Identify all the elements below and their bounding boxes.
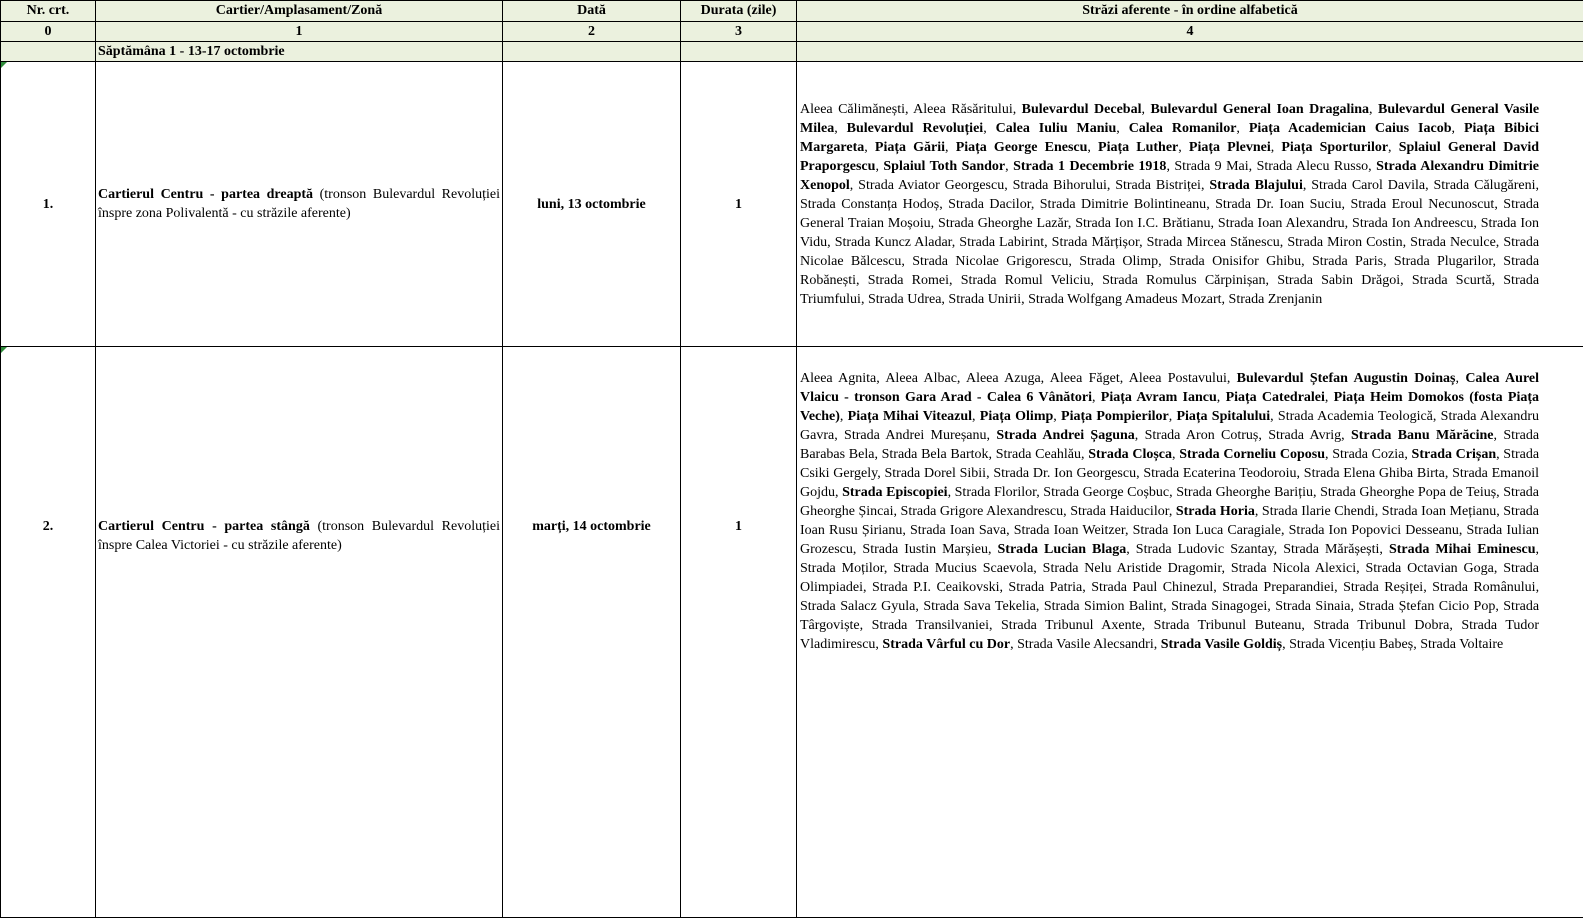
street-name: Strada George Coșbuc <box>1043 485 1169 500</box>
street-name: Strada Alexandru Gavra <box>800 409 1539 443</box>
street-name: Strada Ceahlău <box>996 447 1081 462</box>
street-name: Strada Iulian Grozescu <box>800 523 1539 557</box>
street-name: Piața Plevnei <box>1189 140 1271 155</box>
col-header-durata: Durata (zile) <box>681 1 797 22</box>
street-name: Strada Zrenjanin <box>1229 292 1323 307</box>
street-name: Piața Avram Iancu <box>1101 390 1217 405</box>
street-name: Strada Romei <box>868 273 949 288</box>
street-name: Strada Horia <box>1176 504 1255 519</box>
street-name: Strada Blajului <box>1209 178 1303 193</box>
street-name: Strada Târgoviște <box>800 599 1539 633</box>
street-name: Piața Catedralei <box>1226 390 1325 405</box>
street-name: Strada Nicolae Grigorescu <box>912 254 1068 269</box>
street-name: Strada Carol Davila <box>1311 178 1425 193</box>
street-name: Strada Vasile Goldiș <box>1161 637 1282 652</box>
comment-marker-icon <box>1 347 7 353</box>
comment-marker-icon <box>1 62 7 68</box>
street-name: Strada Alecu Russo <box>1257 159 1369 174</box>
index-cell: 3 <box>681 22 797 42</box>
street-name: Strada Ioan Weitzer <box>1014 523 1125 538</box>
street-name: Bulevardul Decebal <box>1022 102 1142 117</box>
col-header-cartier: Cartier/Amplasament/Zonă <box>96 1 503 22</box>
street-name: Strada Gheorghe Barițiu <box>1176 485 1313 500</box>
street-name: Strada Gheorghe Popa de Teiuș <box>1320 485 1496 500</box>
street-name: Strada Andrei Șaguna <box>996 428 1134 443</box>
street-name: Strada Simion Balint <box>1044 599 1163 614</box>
street-name: Strada Alexandru Dimitrie Xenopol <box>800 159 1539 193</box>
streets-cell: Aleea Agnita, Aleea Albac, Aleea Azuga, Aleea Făget, Aleea Postavului, Bulevardul Ștefan Augustin Doinaș, Calea Aurel Vlaicu - tronson Gara Arad - Calea 6 Vânători, Piața Avram Iancu, Piața Catedralei, Piața Heim Domokos (fosta Piața Veche), Piața Mihai Viteazul, Piața Olimp, Piața Pompierilor, Piața Spitalului, Strada Academia Teologică, Strada Alexandru Gavra, Strada Andrei Mureșanu, Strada Andrei Șaguna, Strada Aron Cotruș, Strada Avrig, Strada Banu Mărăcine, Strada Barabas Bela, Strada Bela Bartok, Strada Ceahlău, Strada Cloșca, Strada Corneliu Coposu, Strada Cozia, Strada Crișan, Strada Csiki Gergely, Strada Dorel Sibii, Strada Dr. Ion Georgescu, Strada Ecaterina Teodoroiu, Strada Elena Ghiba Birta, Strada Emanoil Gojdu, Strada Episcopiei, Strada Florilor, Strada George Coșbuc, Strada Gheorghe Barițiu, Strada Gheorghe Popa de Teiuș, Strada Gheorghe Șincai, Strada Grigore Alexandrescu, Strada Haiducilor, Strada Horia, Strada Ilarie Chendi, Strada Ioan Mețianu, Strada Ioan Rusu Șirianu, Strada Ioan Sava, Strada Ioan Weitzer, Strada Ion Luca Caragiale, Strada Ion Popovici Desseanu, Strada Iulian Grozescu, Strada Iustin Marșieu, Strada Lucian Blaga, Strada Ludovic Szantay, Strada Mărășești, Strada Mihai Eminescu, Strada Moților, Strada Mucius Scaevola, Strada Nelu Aristide Dragomir, Strada Nicola Alexici, Strada Octavian Goga, Strada Olimpiadei, Strada P.I. Ceaikovski, Strada Patria, Strada Paul Chinezul, Strada Preparandiei, Strada Reșiței, Strada Românului, Strada Salacz Gyula, Strada Sava Tekelia, Strada Simion Balint, Strada Sinagogei, Strada Sinaia, Strada Ștefan Cicio Pop, Strada Târgoviște, Strada Transilvaniei, Strada Tribunul Axente, Strada Tribunul Buteanu, Strada Tribunul Dobra, Strada Tudor Vladimirescu, Strada Vârful cu Dor, Strada Vasile Alecsandri, Strada Vasile Goldiș, Strada Vicențiu Babeș, Strada Voltaire <box>797 347 1583 918</box>
street-name: Strada Wolfgang Amadeus Mozart <box>1028 292 1221 307</box>
street-name: Strada Vasile Alecsandri <box>1017 637 1154 652</box>
street-name: Strada General Traian Moșoiu <box>800 197 1539 231</box>
street-name: Strada Octavian Goga <box>1365 561 1493 576</box>
street-name: Strada Academia Teologică <box>1278 409 1433 424</box>
street-name: Strada Bihorului <box>1013 178 1107 193</box>
street-name: Calea Romanilor <box>1129 121 1237 136</box>
street-name: Strada Sinaia <box>1275 599 1350 614</box>
street-name: Piața Academician Caius Iacob <box>1249 121 1452 136</box>
street-name: Strada Românului <box>1432 580 1535 595</box>
street-name: Bulevardul General Vasile Milea <box>800 102 1539 136</box>
street-name: Strada Sinagogei <box>1171 599 1267 614</box>
header-row <box>1 1 1583 22</box>
street-name: Strada Tribunul Axente <box>1001 618 1142 633</box>
street-name: Strada Ecaterina Teodoroiu <box>1143 466 1296 481</box>
street-name: Strada Mărțișor <box>1052 235 1139 250</box>
index-row <box>1 22 1583 42</box>
street-name: Strada Andrei Mureșanu <box>844 428 987 443</box>
street-name: Strada Banu Mărăcine <box>1351 428 1494 443</box>
week-empty-cell <box>503 42 681 62</box>
street-name: Strada Ioan Mețianu <box>1382 504 1496 519</box>
street-name: Strada Transilvaniei <box>872 618 989 633</box>
street-name: Aleea Albac <box>885 371 957 386</box>
street-name: Strada Triumfului <box>800 273 1539 307</box>
row-number-cell <box>1 347 96 918</box>
street-name: Strada Mărășești <box>1283 542 1379 557</box>
week-row <box>1 42 1583 62</box>
street-name: Strada Romul Veliciu <box>961 273 1091 288</box>
street-name: Strada Ion Vidu <box>800 216 1539 250</box>
street-name: Strada Preparandiei <box>1222 580 1334 595</box>
street-name: Calea Iuliu Maniu <box>996 121 1117 136</box>
street-name: Strada Dacilor <box>948 197 1031 212</box>
street-name: Aleea Călimănești <box>800 102 905 117</box>
street-name: Strada 9 Mai <box>1174 159 1248 174</box>
street-name: Strada Ion Andreescu <box>1352 216 1473 231</box>
street-name: Strada Tribunul Dobra <box>1313 618 1449 633</box>
street-name: Aleea Făget <box>1050 371 1120 386</box>
street-name: Strada Ion Popovici Desseanu <box>1289 523 1459 538</box>
street-name: Strada Ștefan Cicio Pop <box>1358 599 1495 614</box>
street-name: Splaiul Toth Sandor <box>883 159 1005 174</box>
table-row <box>1 347 1583 918</box>
street-name: Piața Gării <box>875 140 945 155</box>
street-name: Strada Reșiței <box>1343 580 1423 595</box>
street-name: Strada Eroul Necunoscut <box>1350 197 1494 212</box>
col-header-data: Dată <box>503 1 681 22</box>
street-name: Strada Grigore Alexandrescu <box>901 504 1064 519</box>
street-name: Strada Ioan Rusu Șirianu <box>800 504 1539 538</box>
street-name: Strada Bistriței <box>1115 178 1201 193</box>
street-name: Strada Crișan <box>1412 447 1497 462</box>
street-name: Strada Ioan Alexandru <box>1218 216 1345 231</box>
index-cell: 1 <box>96 22 503 42</box>
cartier-detail: (tronson Bulevardul Revoluției înspre Calea Victoriei - cu străzile aferente) <box>98 519 500 553</box>
duration-cell: 1 <box>681 62 797 347</box>
street-name: Aleea Răsăritului <box>913 102 1013 117</box>
street-name: Strada Dimitrie Bolintineanu <box>1040 197 1206 212</box>
street-name: Strada Unirii <box>948 292 1021 307</box>
street-name: Strada Udrea <box>868 292 941 307</box>
week-empty-cell <box>1 42 96 62</box>
street-name: Strada Moților <box>800 561 884 576</box>
street-name: Strada Patria <box>1008 580 1082 595</box>
street-name: Strada Constanța Hodoș <box>800 197 939 212</box>
street-name: Strada Călugăreni <box>1433 178 1535 193</box>
street-name: Strada Mucius Scaevola <box>893 561 1033 576</box>
row-number: 2. <box>43 519 54 534</box>
street-name: Bulevardul Revoluției <box>847 121 984 136</box>
row-number-cell <box>1 62 96 347</box>
street-name: Strada Sabin Drăgoi <box>1277 273 1400 288</box>
date-cell: luni, 13 octombrie <box>503 62 681 347</box>
street-name: Strada Gheorghe Lazăr <box>938 216 1068 231</box>
street-name: Strada Barabas Bela <box>800 428 1539 462</box>
duration-cell: 1 <box>681 347 797 918</box>
street-name: Strada Dorel Sibii <box>884 466 986 481</box>
street-name: Strada Kuncz Aladar <box>835 235 952 250</box>
street-name: Strada Sava Tekelia <box>923 599 1036 614</box>
street-name: Strada Bela Bartok <box>882 447 989 462</box>
street-name: Strada Neculce <box>1410 235 1496 250</box>
streets-cell: Aleea Călimănești, Aleea Răsăritului, Bulevardul Decebal, Bulevardul General Ioan Dragalina, Bulevardul General Vasile Milea, Bulevardul Revoluției, Calea Iuliu Maniu, Calea Romanilor, Piața Academician Caius Iacob, Piața Bibici Margareta, Piața Gării, Piața George Enescu, Piața Luther, Piața Plevnei, Piața Sporturilor, Splaiul General David Praporgescu, Splaiul Toth Sandor, Strada 1 Decembrie 1918, Strada 9 Mai, Strada Alecu Russo, Strada Alexandru Dimitrie Xenopol, Strada Aviator Georgescu, Strada Bihorului, Strada Bistriței, Strada Blajului, Strada Carol Davila, Strada Călugăreni, Strada Constanța Hodoș, Strada Dacilor, Strada Dimitrie Bolintineanu, Strada Dr. Ioan Suciu, Strada Eroul Necunoscut, Strada General Traian Moșoiu, Strada Gheorghe Lazăr, Strada Ion I.C. Brătianu, Strada Ioan Alexandru, Strada Ion Andreescu, Strada Ion Vidu, Strada Kuncz Aladar, Strada Labirint, Strada Mărțișor, Strada Mircea Stănescu, Strada Miron Costin, Strada Neculce, Strada Nicolae Bălcescu, Strada Nicolae Grigorescu, Strada Olimp, Strada Onisifor Ghibu, Strada Paris, Strada Plugarilor, Strada Robănești, Strada Romei, Strada Romul Veliciu, Strada Romulus Cărpinișan, Strada Sabin Drăgoi, Strada Scurtă, Strada Triumfului, Strada Udrea, Strada Unirii, Strada Wolfgang Amadeus Mozart, Strada Zrenjanin <box>797 62 1583 347</box>
week-empty-cell <box>797 42 1583 62</box>
street-name: Strada Robănești <box>800 254 1539 288</box>
street-name: Strada Episcopiei <box>842 485 947 500</box>
street-name: Strada Ion I.C. Brătianu <box>1075 216 1210 231</box>
street-name: Splaiul General David Praporgescu <box>800 140 1539 174</box>
street-name: Piața Mihai Viteazul <box>848 409 972 424</box>
cartier-name: Cartierul Centru - partea stângă <box>98 519 310 534</box>
street-name: Strada Olimp <box>1079 254 1158 269</box>
street-name: Strada Iustin Marșieu <box>862 542 988 557</box>
col-header-nr: Nr. crt. <box>1 1 96 22</box>
street-name: Bulevardul Ștefan Augustin Doinaș <box>1237 371 1456 386</box>
street-name: Strada Emanoil Gojdu <box>800 466 1539 500</box>
street-name: Strada Nelu Aristide Dragomir <box>1043 561 1222 576</box>
street-name: Strada Ludovic Szantay <box>1136 542 1274 557</box>
street-name: Strada Mihai Eminescu <box>1389 542 1536 557</box>
street-name: Piața Sporturilor <box>1281 140 1388 155</box>
street-name: Piața Pompierilor <box>1061 409 1169 424</box>
street-name: Strada Vârful cu Dor <box>882 637 1010 652</box>
street-name: Strada Romulus Cărpinișan <box>1102 273 1265 288</box>
street-name: Strada Corneliu Coposu <box>1179 447 1325 462</box>
street-name: Piața Heim Domokos (fosta Piața Veche) <box>800 390 1539 424</box>
cartier-cell <box>96 347 503 918</box>
street-name: Strada Ion Luca Caragiale <box>1133 523 1281 538</box>
street-name: Bulevardul General Ioan Dragalina <box>1150 102 1369 117</box>
col-header-strazi: Străzi aferente - în ordine alfabetică <box>797 1 1583 22</box>
street-name: Strada Cozia <box>1332 447 1404 462</box>
street-name: Strada Paris <box>1312 254 1383 269</box>
street-name: Piața Bibici Margareta <box>800 121 1539 155</box>
street-name: Strada Dr. Ioan Suciu <box>1215 197 1341 212</box>
street-name: Strada Gheorghe Șincai <box>800 485 1539 519</box>
cartier-cell <box>96 62 503 347</box>
street-name: Strada Elena Ghiba Birta <box>1304 466 1445 481</box>
street-name: Strada Avrig <box>1268 428 1341 443</box>
cartier-detail: (tronson Bulevardul Revoluției înspre zona Polivalentă - cu străzile aferente) <box>98 187 500 221</box>
street-name: Strada Ioan Sava <box>910 523 1006 538</box>
street-name: Strada Labirint <box>959 235 1044 250</box>
cartier-name: Cartierul Centru - partea dreaptă <box>98 187 313 202</box>
street-name: Strada Ilarie Chendi <box>1262 504 1375 519</box>
street-name: Piața Spitalului <box>1176 409 1270 424</box>
street-name: Strada Mircea Stănescu <box>1147 235 1280 250</box>
street-name: Strada Florilor <box>955 485 1037 500</box>
week-empty-cell <box>681 42 797 62</box>
table-row <box>1 62 1583 347</box>
street-name: Strada Salacz Gyula <box>800 599 915 614</box>
street-name: Aleea Postavului <box>1129 371 1227 386</box>
street-name: Strada Tribunul Buteanu <box>1154 618 1302 633</box>
date-cell: marți, 14 octombrie <box>503 347 681 918</box>
street-name: Strada Nicola Alexici <box>1231 561 1356 576</box>
row-number: 1. <box>43 197 54 212</box>
street-name: Piața Olimp <box>980 409 1053 424</box>
street-name: Strada Csiki Gergely <box>800 447 1539 481</box>
street-name: Strada 1 Decembrie 1918 <box>1013 159 1166 174</box>
street-name: Strada Plugarilor <box>1394 254 1493 269</box>
street-name: Strada Cloșca <box>1088 447 1172 462</box>
index-cell: 0 <box>1 22 96 42</box>
street-name: Strada Paul Chinezul <box>1091 580 1213 595</box>
street-name: Strada Olimpiadei <box>800 561 1539 595</box>
street-name: Strada Nicolae Bălcescu <box>800 235 1539 269</box>
street-name: Strada Dr. Ion Georgescu <box>993 466 1136 481</box>
street-name: Strada Scurtă <box>1412 273 1492 288</box>
street-name: Strada Tudor Vladimirescu <box>800 618 1539 652</box>
week-label: Săptămâna 1 - 13-17 octombrie <box>96 42 503 62</box>
street-name: Strada Lucian Blaga <box>998 542 1127 557</box>
street-name: Aleea Azuga <box>966 371 1041 386</box>
street-name: Calea Aurel Vlaicu - tronson Gara Arad - Calea 6 Vânători <box>800 371 1539 405</box>
street-name: Piața George Enescu <box>956 140 1088 155</box>
index-cell: 2 <box>503 22 681 42</box>
street-name: Strada P.I. Ceaikovski <box>872 580 1000 595</box>
street-name: Strada Onisifor Ghibu <box>1169 254 1301 269</box>
street-name: Strada Aron Cotruș <box>1145 428 1259 443</box>
street-name: Aleea Agnita <box>800 371 876 386</box>
street-name: Strada Vicențiu Babeș <box>1289 637 1413 652</box>
index-cell: 4 <box>797 22 1583 42</box>
street-name: Piața Luther <box>1098 140 1178 155</box>
street-name: Strada Aviator Georgescu <box>858 178 1004 193</box>
street-name: Strada Haiducilor <box>1070 504 1169 519</box>
street-name: Strada Miron Costin <box>1287 235 1402 250</box>
street-name: Strada Voltaire <box>1420 637 1503 652</box>
